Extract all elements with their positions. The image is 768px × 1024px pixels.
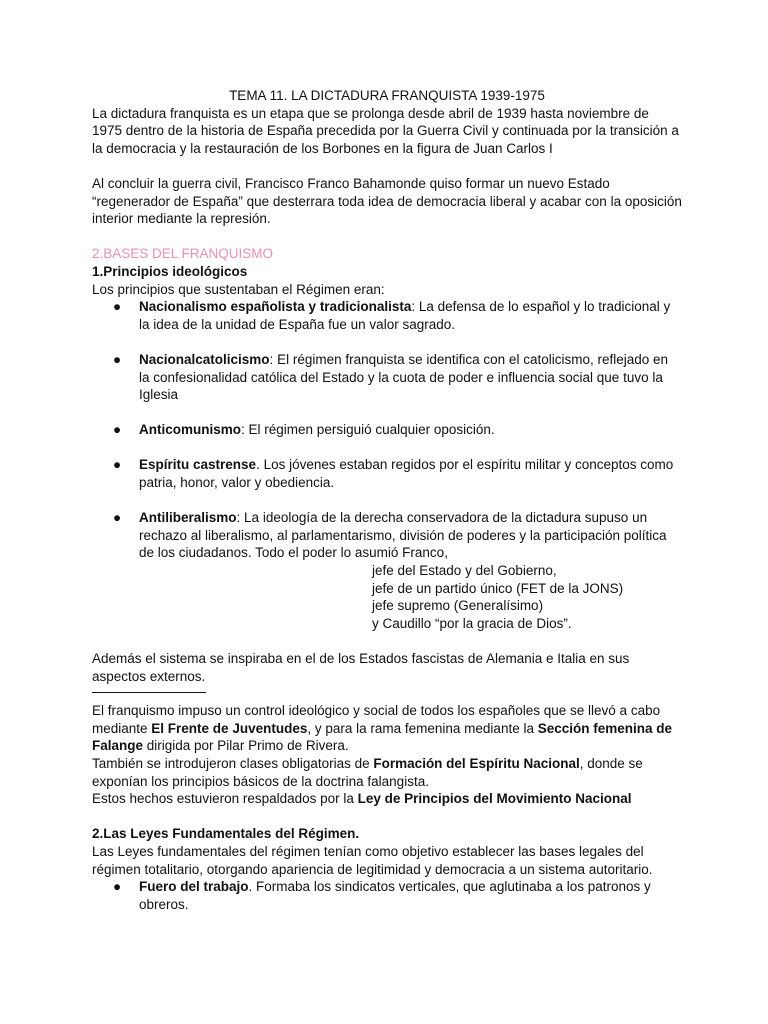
document-content [92, 87, 682, 913]
principle-text: El régimen persiguió cualquier oposición. [244, 422, 495, 438]
list-item: ● Antiliberalismo: La ideología de la derecha conservadora de la dictadura supuso un rechazo al liberalismo, al parlamentarismo, división de poderes y la participación política de los ciudadanos. Todo el poder lo asumió Franco, jefe del Estado y del Gobierno, jefe de un partido único (FET de la JONS) jefe supremo (Generalísimo) y Caudillo “por la gracia de Dios”. [92, 509, 682, 632]
principle-text: El régimen franquista se identifica con el catolicismo, reflejado en la confesionalidad católica del Estado y la cuota de poder e influencia social que tuvo la Iglesia [139, 351, 669, 403]
section-heading-bases: 2.BASES DEL FRANQUISMO [92, 246, 274, 262]
principle-term: Antiliberalismo [139, 510, 237, 526]
principle-term: Nacionalismo españolista y tradicionalista [139, 299, 412, 315]
principle-term: Nacionalcatolicismo [139, 351, 270, 367]
law-text: Formaba los sindicatos verticales, que aglutinaba a los patronos y obreros. [139, 879, 651, 912]
list-item: ● Nacionalcatolicismo: El régimen franquista se identifica con el catolicismo, reflejado en la confesionalidad católica del Estado y la cuota de poder e influencia social que tuvo la Iglesia [113, 351, 669, 403]
bullet-icon: ● [113, 510, 122, 526]
principle-text: La ideología de la derecha conservadora de la dictadura supuso un rechazo al liberalismo, al parlamentarismo, división de poderes y la participación política de los ciudadanos. Todo el poder lo asumió Franco, [139, 510, 667, 561]
principle-term: Anticomunismo [139, 422, 242, 438]
list-item: ● Nacionalismo españolista y tradicionalista: La defensa de lo español y lo tradicional y la idea de la unidad de España fue un valor sagrado. [113, 299, 671, 332]
power-line: y Caudillo “por la gracia de Dios”. [372, 615, 572, 631]
power-line: jefe de un partido único (FET de la JONS) [372, 580, 624, 596]
control-paragraph: El franquismo impuso un control ideológico y social de todos los españoles que se llevó a cabo mediante El Frente de Juventudes, y para la rama femenina mediante la Sección femenina de Falange dirigida por Pilar Primo de Rivera. [92, 703, 673, 754]
law-term: Fuero del trabajo [139, 879, 249, 895]
intro-paragraph-2: Al concluir la guerra civil, Francisco Franco Bahamonde quiso formar un nuevo Estado “regenerador de España” que desterrara toda idea de democracia liberal y acabar con la oposición interior mediante la represión. [92, 175, 682, 227]
bullet-icon: ● [113, 299, 122, 315]
classes-paragraph: También se introdujeron clases obligatorias de Formación del Espíritu Nacional, donde se exponían los principios básicos de la doctrina falangista. [92, 755, 643, 789]
power-line: jefe del Estado y del Gobierno, [372, 563, 557, 579]
principle-text: La defensa de lo español y lo tradicional y la idea de la unidad de España fue un valor sagrado. [139, 299, 671, 332]
subheading-principios: 1.Principios ideológicos [92, 263, 248, 279]
law-paragraph: Estos hechos estuvieron respaldados por la Ley de Principios del Movimiento Nacional [92, 791, 632, 807]
intro-paragraph-1: La dictadura franquista es un etapa que se prolonga desde abril de 1939 hasta noviembre de 1975 dentro de la historia de España precedida por la Guerra Civil y continuada por la transición a la democracia y la restauración de los Borbones en la figura de Juan Carlos I [92, 105, 679, 156]
laws-list [92, 878, 682, 913]
list-item: ● Anticomunismo: El régimen persiguió cualquier oposición. [113, 422, 495, 438]
power-line: jefe supremo (Generalísimo) [372, 598, 544, 614]
fascist-note: Además el sistema se inspiraba en el de los Estados fascistas de Alemania e Italia en sus aspectos externos. [92, 651, 630, 684]
principles-list [92, 298, 682, 632]
horizontal-rule [92, 692, 206, 693]
bullet-icon: ● [113, 457, 122, 473]
bullet-icon: ● [113, 351, 122, 367]
bullet-icon: ● [113, 422, 122, 438]
leyes-paragraph: Las Leyes fundamentales del régimen tenían como objetivo establecer las bases legales del régimen totalitario, otorgando apariencia de legitimidad y democracia a un sistema autoritario. [92, 843, 653, 877]
list-item: ● Fuero del trabajo. Formaba los sindicatos verticales, que aglutinaba a los patronos y obreros. [113, 879, 651, 912]
bullet-icon: ● [113, 879, 122, 895]
franco-powers-list [372, 562, 682, 632]
subheading-leyes: 2.Las Leyes Fundamentales del Régimen. [92, 826, 360, 842]
principle-text: Los jóvenes estaban regidos por el espíritu militar y conceptos como patria, honor, valor y obediencia. [139, 457, 674, 491]
principios-lead: Los principios que sustentaban el Régimen eran: [92, 281, 385, 297]
principle-term: Espíritu castrense [139, 457, 257, 473]
list-item: ● Espíritu castrense. Los jóvenes estaban regidos por el espíritu militar y conceptos como patria, honor, valor y obediencia. [113, 457, 674, 491]
document-title: TEMA 11. LA DICTADURA FRANQUISTA 1939-1975 [229, 88, 545, 103]
